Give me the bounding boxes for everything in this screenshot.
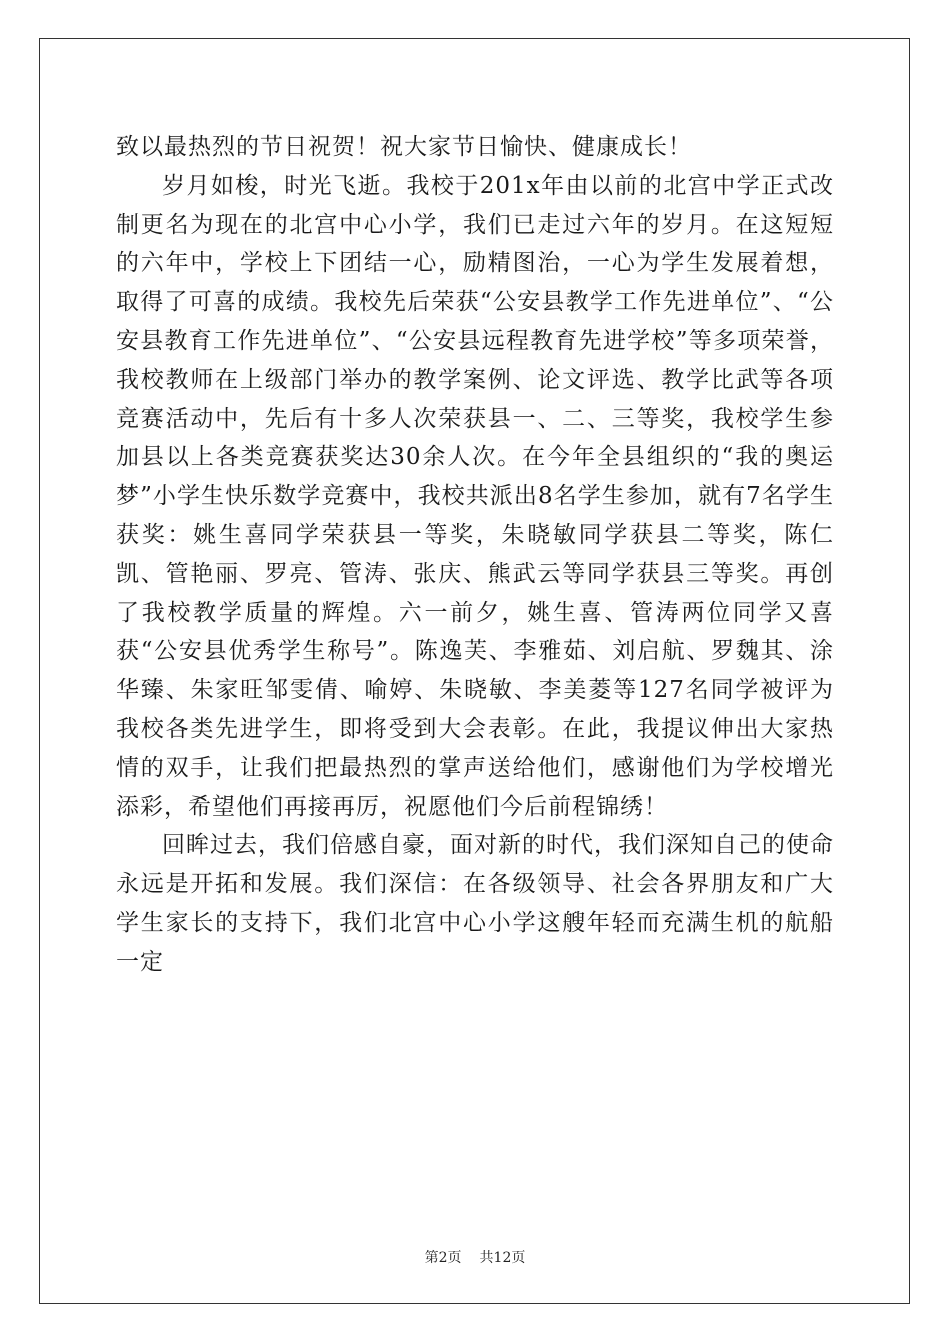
paragraph-3: 回眸过去，我们倍感自豪，面对新的时代，我们深知自己的使命永远是开拓和发展。我们深信：在各级领导、社会各界朋友和广大学生家长的支持下，我们北宫中心小学这艘年轻而充满生机的航船一定 — [116, 832, 834, 975]
page-number-total: 共12页 — [479, 1250, 526, 1266]
paragraph-2: 岁月如梭，时光飞逝。我校于201x年由以前的北宫中学正式改制更名为现在的北宫中心小学，我们已走过六年的岁月。在这短短的六年中，学校上下团结一心，励精图治，一心为学生发展着想，取得了可喜的成绩。我校先后荣获“公安县教学工作先进单位”、“公安县教育工作先进单位”、“公安县远程教育先进学校”等多项荣誉，我校教师在上级部门举办的教学案例、论文评选、教学比武等各项竞赛活动中，先后有十多人次荣获县一、二、三等奖，我校学生参加县以上各类竞赛获奖达30余人次。在今年全县组织的“我的奥运梦”小学生快乐数学竞赛中，我校共派出8名学生参加，就有7名学生获奖：姚生喜同学荣获县一等奖，朱晓敏同学获县二等奖，陈仁凯、管艳丽、罗亮、管涛、张庆、熊武云等同学获县三等奖。再创了我校教学质量的辉煌。六一前夕，姚生喜、管涛两位同学又喜获“公安县优秀学生称号”。陈逸芙、李雅茹、刘启航、罗魏其、涂华臻、朱家旺邹雯倩、喻婷、朱晓敏、李美菱等127名同学被评为我校各类先进学生，即将受到大会表彰。在此，我提议伸出大家热情的双手，让我们把最热烈的掌声送给他们，感谢他们为学校增光添彩，希望他们再接再厉，祝愿他们今后前程锦绣！ — [116, 172, 834, 820]
page-footer — [0, 1247, 950, 1267]
page-number-current: 第2页 — [424, 1250, 462, 1266]
document-body — [116, 128, 834, 982]
paragraph-1: 致以最热烈的节日祝贺！祝大家节日愉快、健康成长！ — [116, 134, 692, 160]
